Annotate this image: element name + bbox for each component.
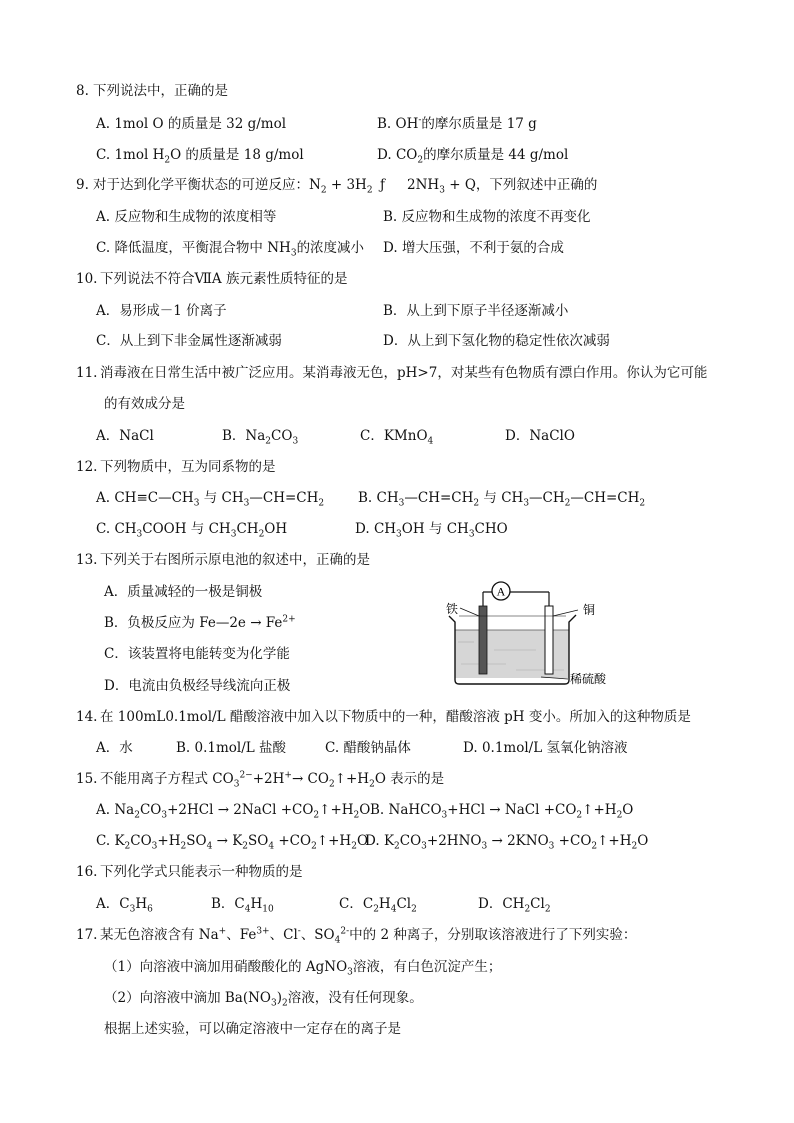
sub-item-text: （1）向溶液中滴加用硝酸酸化的 AgNO$_3$溶液，有白色沉淀产生； (104, 959, 502, 978)
option-a: A．质量减轻的一极是铜极 (104, 584, 263, 600)
question-number: 17. (76, 927, 98, 943)
option-b: B．负极反应为 Fe—2e → $Fe^{2+}$ (104, 614, 296, 631)
question-number: 15. (76, 771, 98, 787)
option-c: C. $K_2CO_3+H_2SO_4 \to K_2SO_4$ $+CO_2↑+H_2O$ (96, 833, 369, 852)
option-b: B. NaHCO$_3$+HCl → NaCl $+CO_2↑+H_2O$ (370, 802, 634, 821)
conclusion-text: 根据上述实验，可以确定溶液中一定存在的离子是 (104, 1021, 401, 1037)
option-c: C．从上到下非金属性逐渐减弱 (96, 333, 282, 349)
option-c: C．KMnO$_4$ (360, 428, 434, 447)
question-stem: 下列物质中，互为同系物的是 (100, 459, 276, 475)
question-stem: 下列化学式只能表示一种物质的是 (100, 864, 303, 880)
option-b: B. OH-的摩尔质量是 17 g (377, 115, 537, 132)
question-number: 10. (76, 271, 98, 287)
option-b: B．$C_4H_{10}$ (211, 896, 274, 915)
option-b: B．从上到下原子半径逐渐减小 (383, 303, 569, 319)
question-stem: 消毒液在日常生活中被广泛应用。某消毒液无色，pH>7，对某些有色物质有漂白作用。你认为它可能 (100, 365, 708, 381)
sub-item-text: （2）向溶液中滴加 $Ba(NO_3)_2$溶液，没有任何现象。 (104, 990, 423, 1009)
option-a: A．易形成－1 价离子 (96, 303, 227, 319)
question-number: 16. (76, 864, 98, 880)
galvanic-cell-diagram (446, 576, 616, 688)
option-a: A. 1mol O 的质量是 32 g/mol (96, 116, 287, 132)
question-stem: $2NH_3 + Q$，下列叙述中正确的 (407, 177, 598, 196)
question-number: 8. (76, 83, 89, 99)
solution-label: 稀硫酸 (570, 672, 607, 686)
option-c: C. 醋酸钠晶体 (325, 740, 411, 756)
question-stem: 不能用离子方程式 $CO_3^{2-}+2H^+\to$ $CO_2↑+H_2O$ 表示的是 (100, 770, 445, 790)
question-stem: 的有效成分是 (104, 396, 185, 412)
question-number: 13. (76, 552, 98, 568)
question-number: 9. (76, 177, 89, 193)
question-stem: 下列关于右图所示原电池的叙述中，正确的是 (100, 552, 370, 568)
question-stem: 下列说法不符合ⅦA 族元素性质特征的是 (100, 271, 348, 287)
option-b: B. 0.1mol/L 盐酸 (176, 740, 287, 756)
question-number: 12. (76, 459, 98, 475)
equilibrium-symbol: ƒ (380, 177, 385, 193)
option-d: D．NaClO (505, 428, 575, 444)
option-c: C. 降低温度，平衡混合物中 $NH_3$的浓度减小 (96, 240, 365, 259)
option-c: C．该装置将电能转变为化学能 (104, 646, 290, 662)
option-a: A. $CH\equiv C—CH_3$ 与 $CH_3—CH=CH_2$ (96, 490, 325, 509)
option-a: A. 反应物和生成物的浓度相等 (96, 209, 277, 225)
ammeter-label: A (496, 584, 506, 599)
question-stem: 某无色溶液含有 Na+、$Fe^{3+}$、Cl-、$SO_4^{2-}$中的 2 种离子，分别取该溶液进行了下列实验： (100, 926, 637, 946)
iron-label: 铁 (446, 602, 459, 616)
question-number: 11. (76, 365, 98, 381)
option-a: A．$C_3H_6$ (96, 896, 153, 915)
option-b: B．$Na_2CO_3$ (222, 428, 299, 447)
question-stem: 下列说法中，正确的是 (93, 83, 228, 99)
option-a: A．NaCl (96, 428, 154, 444)
option-a: A. $Na_2CO_3+2HCl$ → 2NaCl $+CO_2↑+H_2O$ (96, 802, 371, 821)
option-b: B. $CH_3—CH=CH_2$ 与 $CH_3—CH_2—CH=CH_2$ (358, 490, 646, 509)
option-d: D. $CO_2$的摩尔质量是 44 g/mol (377, 147, 569, 166)
option-c: C. $CH_3COOH$ 与 $CH_3CH_2OH$ (96, 521, 288, 540)
option-b: B. 反应物和生成物的浓度不再变化 (383, 209, 591, 225)
option-a: A．水 (96, 740, 133, 756)
option-d: D. $K_2CO_3+2HNO_3 \to 2KNO_3$ $+CO_2↑+H_2O$ (365, 833, 649, 852)
option-c: C．$C_2H_4Cl_2$ (339, 896, 417, 915)
copper-label: 铜 (583, 603, 596, 617)
leader-line (460, 608, 479, 616)
option-d: D. 增大压强，不利于氨的合成 (383, 240, 564, 256)
leader-line (553, 610, 578, 616)
option-c: C. 1mol $H_2O$ 的质量是 18 g/mol (96, 147, 304, 166)
option-d: D．从上到下氢化物的稳定性依次减弱 (383, 333, 610, 349)
option-d: D．$CH_2Cl_2$ (478, 896, 551, 915)
option-d: D．电流由负极经导线流向正极 (104, 678, 291, 694)
question-stem: 对于达到化学平衡状态的可逆反应：$N_2 + 3H_2$ (93, 177, 373, 196)
question-stem: 在 100mL0.1mol/L 醋酸溶液中加入以下物质中的一种，醋酸溶液 pH 变小。所加入的这种物质是 (100, 709, 691, 725)
option-d: D. $CH_3OH$ 与 $CH_3CHO$ (355, 521, 508, 540)
question-number: 14. (76, 709, 98, 725)
option-d: D. 0.1mol/L 氢氧化钠溶液 (463, 740, 628, 756)
